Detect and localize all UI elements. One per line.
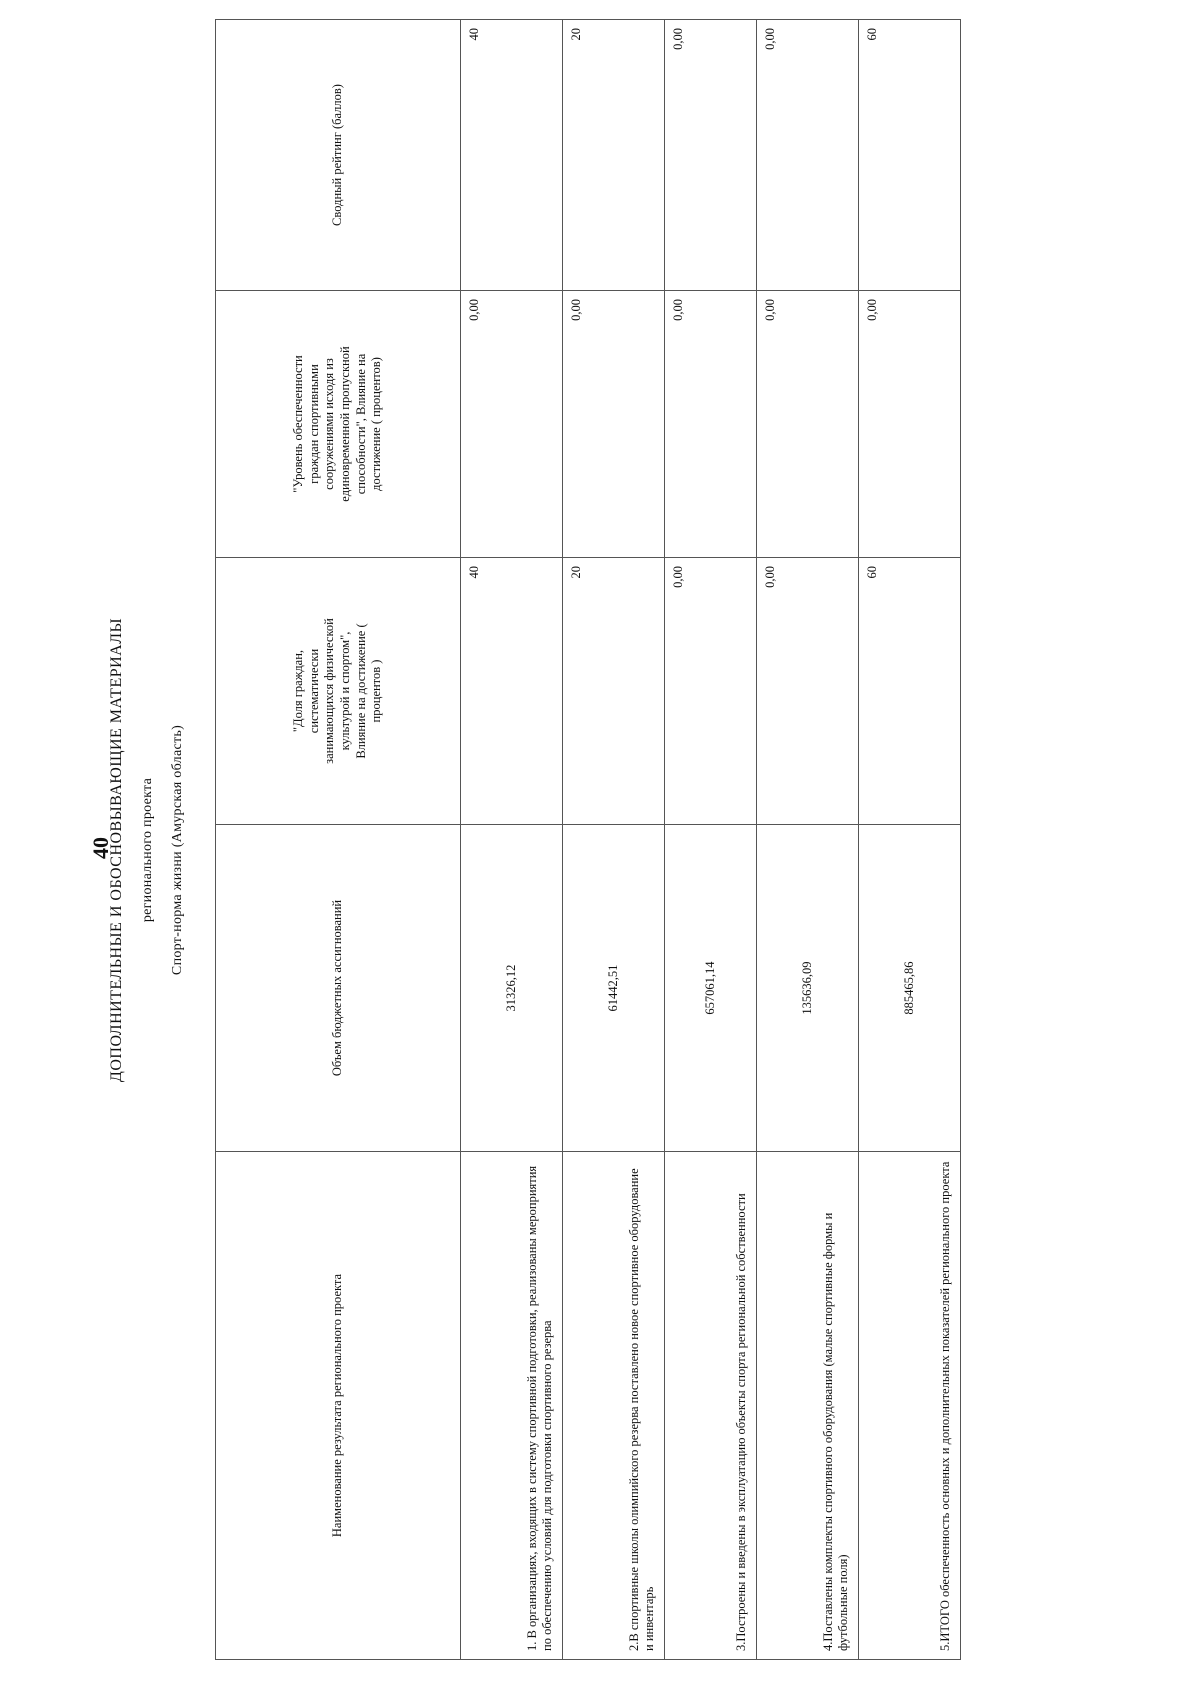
page-number: 40 <box>88 837 113 859</box>
row-result-name: 3.Построены и введены в эксплуатацию объекты спорта региональной собственности <box>665 1152 757 1660</box>
table-row <box>757 20 859 1660</box>
results-table <box>215 19 961 1660</box>
row-indicator-2: 0,00 <box>461 291 563 558</box>
header-indicator-2: "Уровень обеспеченности граждан спортивными сооружениями исходя из единовременной пропускной способности", Влияние на достижение ( процентов) <box>216 291 461 558</box>
table-row <box>461 20 563 1660</box>
project-name: Спорт-норма жизни (Амурская область) <box>170 724 185 976</box>
row-budget: 31326,12 <box>461 825 563 1152</box>
row-indicator-1: 60 <box>859 558 961 825</box>
table-header-row <box>216 20 461 1660</box>
table-row <box>665 20 757 1660</box>
row-indicator-1: 20 <box>563 558 665 825</box>
row-result-name: 4.Поставлены комплекты спортивного оборудования (малые спортивные формы и футбольные поля) <box>757 1152 859 1660</box>
row-rating: 0,00 <box>665 20 757 291</box>
row-result-name: 5.ИТОГО обеспеченность основных и дополнительных показателей регионального проекта <box>859 1152 961 1660</box>
row-rating: 20 <box>563 20 665 291</box>
document-subtitle: регионального проекта <box>140 777 155 923</box>
row-rating: 0,00 <box>757 20 859 291</box>
table-row <box>563 20 665 1660</box>
row-budget: 885465,86 <box>859 825 961 1152</box>
header-rating: Сводный рейтинг (баллов) <box>216 20 461 291</box>
row-indicator-1: 0,00 <box>665 558 757 825</box>
row-rating: 40 <box>461 20 563 291</box>
row-result-name: 1. В организациях, входящих в систему спортивной подготовки, реализованы мероприятия по обеспечению условий для подготовки спортивного резерва <box>461 1152 563 1660</box>
header-budget: Объем бюджетных ассигнований <box>216 825 461 1152</box>
row-indicator-1: 40 <box>461 558 563 825</box>
document-title: ДОПОЛНИТЕЛЬНЫЕ И ОБОСНОВЫВАЮЩИЕ МАТЕРИАЛЫ <box>108 617 125 1083</box>
header-result-name: Наименование результата регионального проекта <box>216 1152 461 1660</box>
row-budget: 61442,51 <box>563 825 665 1152</box>
table-row <box>859 20 961 1660</box>
row-indicator-2: 0,00 <box>665 291 757 558</box>
header-indicator-1: "Доля граждан, систематически занимающихся физической культурой и спортом", Влияние на достижение ( процентов ) <box>216 558 461 825</box>
row-indicator-2: 0,00 <box>757 291 859 558</box>
row-indicator-1: 0,00 <box>757 558 859 825</box>
row-indicator-2: 0,00 <box>859 291 961 558</box>
row-rating: 60 <box>859 20 961 291</box>
row-indicator-2: 0,00 <box>563 291 665 558</box>
row-budget: 135636,09 <box>757 825 859 1152</box>
row-result-name: 2.В спортивные школы олимпийского резерва поставлено новое спортивное оборудование и инвентарь <box>563 1152 665 1660</box>
row-budget: 657061,14 <box>665 825 757 1152</box>
